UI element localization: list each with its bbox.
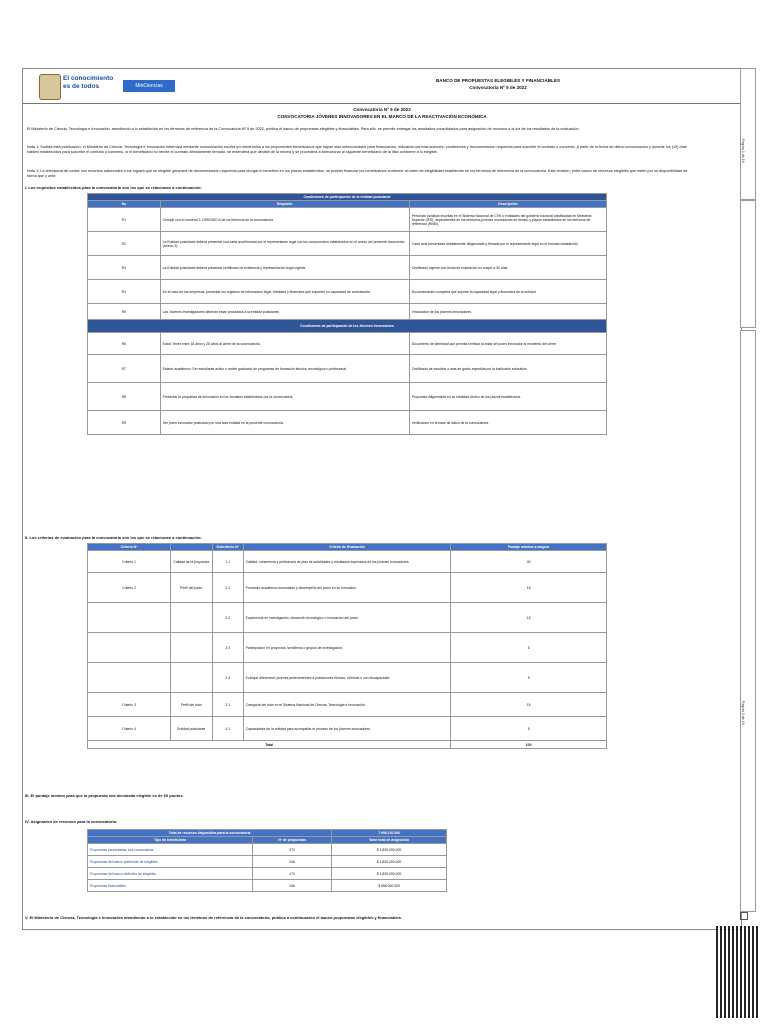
- req-no: R9: [88, 411, 161, 435]
- eval-col-desc: Criterio de Evaluación: [243, 544, 451, 551]
- res-mod: Propuestas presentadas a la convocatoria: [88, 844, 253, 856]
- eval-crit: Criterio 3: [88, 693, 171, 717]
- requirements-table: [87, 193, 607, 435]
- res-mod: Propuestas del banco preliminar de elegibles: [88, 856, 253, 868]
- req-desc: Propuesta diligenciada en su totalidad dentro de los plazos establecidos.: [409, 383, 606, 411]
- table-row: [88, 208, 607, 232]
- eval-desc: Enfoque diferencial: jóvenes pertenecientes a poblaciones étnicas, víctimas o con discapacidad.: [243, 663, 451, 693]
- eval-crit: Criterio 2: [88, 573, 171, 603]
- eval-crit: [88, 663, 171, 693]
- eval-name: Calidad de la propuesta: [171, 551, 213, 573]
- eval-name: [171, 633, 213, 663]
- req-no: R4: [88, 280, 161, 304]
- req-no: R3: [88, 256, 161, 280]
- eval-crit: Criterio 4: [88, 717, 171, 741]
- req-text: Las Jóvenes Investigadores deberán estar vinculados a la entidad postulante.: [160, 304, 409, 320]
- req-desc: Certificado de estudios o acta de grado expedida por la institución educativa.: [409, 355, 606, 383]
- eval-crit: Criterio 1: [88, 551, 171, 573]
- eval-col-pts: Puntaje máximo a asignar: [451, 544, 607, 551]
- eval-desc: Experiencia en investigación, desarrollo tecnológico o innovación del joven.: [243, 603, 451, 633]
- res-head-value: 7.998.120.000: [332, 830, 447, 837]
- table-row: [88, 880, 447, 892]
- req-text: La Entidad postulante deberá presentar una carta aval firmada por el representante legal con los compromisos establecidos en el anexo del presente documento (Anexo 2).: [160, 232, 409, 256]
- req-desc: Vinculación de los jóvenes innovadores.: [409, 304, 606, 320]
- eval-desc: Categoría del tutor en el Sistema Nacional de Ciencia, Tecnología e Innovación.: [243, 693, 451, 717]
- eval-name: Entidad postulante: [171, 717, 213, 741]
- req-text: Estado académico: Ser estudiante activo o recién graduado de programas de formación técnica, tecnológica o profesional.: [160, 355, 409, 383]
- req-text: La Entidad postulante deberá presentar certificado de existencia y representación legal vigente.: [160, 256, 409, 280]
- req-text: Ser joven innovador postulado por una sola entidad en la presente convocatoria.: [160, 411, 409, 435]
- eval-pts: 5: [451, 663, 607, 693]
- eval-col-name: [171, 544, 213, 551]
- res-col-val: Valor total de asignación: [332, 837, 447, 844]
- header-title: [403, 77, 593, 91]
- evaluation-table: [87, 543, 607, 749]
- table-row: [88, 573, 607, 603]
- qr-code-icon: [716, 926, 760, 1018]
- page-tab-3: [740, 330, 756, 912]
- eval-sub: 2.2: [212, 603, 243, 633]
- req-group-2: Condiciones de participación de los Jóvenes Innovadores: [88, 320, 607, 333]
- eval-total: 100: [451, 741, 607, 749]
- eval-desc: Participación en proyectos, semilleros o grupos de investigación.: [243, 633, 451, 663]
- req-no: R2: [88, 232, 161, 256]
- req-desc: Documentación completa que soporte la capacidad legal y financiera de la entidad.: [409, 280, 606, 304]
- section-1-title: I. Los requisitos establecidos para la convocatoria son los que se relacionan a continuación:: [25, 185, 202, 190]
- eval-pts: 5: [451, 633, 607, 663]
- table-row: [88, 411, 607, 435]
- section-2-title: II. Los criterios de evaluación para la convocatoria son los que se relacionan a continuación:: [25, 535, 202, 540]
- table-row: [88, 355, 607, 383]
- res-val: $ 1.800.000.000: [332, 844, 447, 856]
- res-col-num: Nº de propuestas: [253, 837, 332, 844]
- res-col-mod: Tipo de beneficiario: [88, 837, 253, 844]
- req-no: R6: [88, 333, 161, 355]
- table-row: [88, 603, 607, 633]
- eval-sub: 3.1: [212, 693, 243, 717]
- brand-text: El conocimiento es de todos: [63, 75, 114, 90]
- eval-col-crit: Criterio Nº: [88, 544, 171, 551]
- table-row: [88, 741, 607, 749]
- header-line-1: BANCO DE PROPUESTAS ELEGIBLES Y FINANCIABLES: [435, 78, 561, 83]
- table-row: [88, 844, 447, 856]
- eval-pts: 15: [451, 693, 607, 717]
- page-tab-label: Página 1 de 18: [741, 139, 745, 163]
- req-desc: Certificado vigente con fecha de expedición no mayor a 30 días.: [409, 256, 606, 280]
- eval-crit: [88, 633, 171, 663]
- table-row: [88, 633, 607, 663]
- res-num: 170: [253, 868, 332, 880]
- eval-sub: 2.3: [212, 633, 243, 663]
- table-row: [88, 663, 607, 693]
- eval-crit: [88, 603, 171, 633]
- coat-of-arms-icon: [39, 74, 61, 100]
- table-row: [88, 693, 607, 717]
- section-4-title: IV. Asignación de recursos para la convocatoria:: [25, 819, 118, 824]
- document-header: [23, 69, 741, 104]
- req-text: Presentar la propuesta de innovación en los formatos establecidos por la convocatoria.: [160, 383, 409, 411]
- intro-paragraph: El Ministerio de Ciencia, Tecnología e Innovación, atendiendo a lo establecido en los términos de referencia de la Convocatoria Nº 5 de 2022, publica el banco de propuestas elegibles y financiables. Para ello, se permite entregar los resultados consolidados para asignación de recursos a la luz de los resultados de la evaluación.: [27, 127, 580, 131]
- eval-total-label: Total: [88, 741, 451, 749]
- res-val: $ 698.000.000: [332, 880, 447, 892]
- req-desc: Verificación en la base de datos de la convocatoria.: [409, 411, 606, 435]
- eval-desc: Promedio académico acumulado y desempeño del joven en su formación.: [243, 573, 451, 603]
- eval-name: Perfil del joven: [171, 573, 213, 603]
- table-row: [88, 868, 447, 880]
- note-2: Nota 2: La relevancia de contar con recursos adicionales a los logrará que se elegible generará de documentación requerida para otorgar el beneficio en los plazos establecidos, se podrán financiar los beneficiarios conforme al orden de elegibilidad establecido en los términos de referencia de la convocatoria. Esta revisión, entre banco de recursos elegibles que estén por su disponibilidad de forma que y ante.: [27, 169, 688, 178]
- res-val: $ 1.800.000.000: [332, 868, 447, 880]
- req-no: R7: [88, 355, 161, 383]
- res-num: 246: [253, 856, 332, 868]
- req-no: R1: [88, 208, 161, 232]
- req-desc: Documento de identidad que permita verificar la edad del joven innovador al momento del cierre.: [409, 333, 606, 355]
- document-sheet: [22, 68, 742, 930]
- eval-col-sub: Subcriterio Nº: [212, 544, 243, 551]
- page-tab-2: [740, 200, 756, 328]
- doc-title-1: Convocatoria Nº 5 de 2022: [353, 107, 411, 112]
- header-line-2: Convocatoria Nº 5 de 2022: [469, 85, 527, 90]
- req-text: Cumplir con el numeral 3. DIRIGIDO A de los términos de la convocatoria: [160, 208, 409, 232]
- table-row: [88, 383, 607, 411]
- table-row: [88, 256, 607, 280]
- brand-tag: MinCiencias: [123, 80, 175, 92]
- res-head-label: Total de recursos disponibles para la convocatoria: [88, 830, 332, 837]
- eval-name: [171, 663, 213, 693]
- eval-pts: 15: [451, 573, 607, 603]
- minciencias-logo: [39, 74, 179, 98]
- resources-table: [87, 829, 447, 892]
- res-val: $ 1.800.000.000: [332, 856, 447, 868]
- page-tab-label: Página 3 de 18: [741, 701, 745, 725]
- req-col-desc: Descripción: [409, 201, 606, 208]
- eval-desc: Calidad, coherencia y pertinencia de plan de actividades y resultados esperados de los jóvenes innovadores.: [243, 551, 451, 573]
- eval-sub: 4.1: [212, 717, 243, 741]
- table-row: [88, 280, 607, 304]
- section-5-title: V. El Ministerio de Ciencia, Tecnología e Innovación atendiendo a lo establecido en los términos de referencia de la convocatoria, publica a continuación el banco propuestas elegibles y financiables.: [25, 915, 402, 920]
- checkbox-icon: [740, 912, 748, 920]
- req-text: Edad: Tener entre 18 años y 28 años al cierre de la convocatoria.: [160, 333, 409, 355]
- res-mod: Propuestas del banco definitivo de elegibles: [88, 868, 253, 880]
- req-desc: Personas jurídicas inscritas en el Sistema Nacional de CTeI o entidades del gobierno nacional clasificadas en Ministerio Superior (IES), dependientes de los territorios jóvenes innovadores en tiempo y plazos establecidos en los términos de referencia (RNM).: [409, 208, 606, 232]
- res-mod: Propuestas financiables: [88, 880, 253, 892]
- res-num: 156: [253, 880, 332, 892]
- req-text: En el caso de las empresas, presentar los registros de información legal, tributaria y financiera que soporten su capacidad de contratación.: [160, 280, 409, 304]
- eval-pts: 40: [451, 551, 607, 573]
- doc-title-2: CONVOCATORIA JÓVENES INNOVADORES EN EL MARCO DE LA REACTIVACIÓN ECONÓMICA: [277, 114, 487, 119]
- eval-desc: Capacidades de la entidad para acompañar el proceso de los jóvenes innovadores.: [243, 717, 451, 741]
- table-row: [88, 304, 607, 320]
- eval-name: Perfil del tutor: [171, 693, 213, 717]
- table-row: [88, 232, 607, 256]
- res-num: 372: [253, 844, 332, 856]
- table-row: [88, 856, 447, 868]
- req-no: R5: [88, 304, 161, 320]
- eval-sub: 2.1: [212, 573, 243, 603]
- table-row: [88, 551, 607, 573]
- table-row: [88, 717, 607, 741]
- eval-sub: 1.1: [212, 551, 243, 573]
- req-group-1: Condiciones de participación de la entidad postulante: [88, 194, 607, 201]
- table-row: [88, 333, 607, 355]
- note-1: Nota 1: Surtida esta publicación, el Ministerio de Ciencia, Tecnología e Innovación informará mediante comunicación escrita y/o electrónica a los proponentes beneficiarios que hayan sido seleccionados para financiación, indicando las instrucciones, condiciones y documentación requerida para suscribir el contrato o convenio. A partir de la fecha de dicha comunicación y durante los (15) días hábiles establecidos para suscribir el contrato o convenio, si el beneficiario no remite el contrato debidamente firmado, se entenderá que desiste de la misma y se procederá a seleccionar al siguiente beneficiario de la lista conforme a lo elegible.: [27, 145, 687, 154]
- req-col-no: No: [88, 201, 161, 208]
- req-desc: Carta aval presentada debidamente diligenciada y firmada por el representante legal en el formato establecido.: [409, 232, 606, 256]
- page-tab-1: [740, 68, 756, 200]
- eval-sub: 2.4: [212, 663, 243, 693]
- section-3-title: III. El puntaje mínimo para que la propuesta sea declarada elegible es de 60 puntos.: [25, 793, 184, 798]
- req-no: R8: [88, 383, 161, 411]
- eval-pts: 15: [451, 603, 607, 633]
- eval-pts: 5: [451, 717, 607, 741]
- req-col-req: Requisito: [160, 201, 409, 208]
- eval-name: [171, 603, 213, 633]
